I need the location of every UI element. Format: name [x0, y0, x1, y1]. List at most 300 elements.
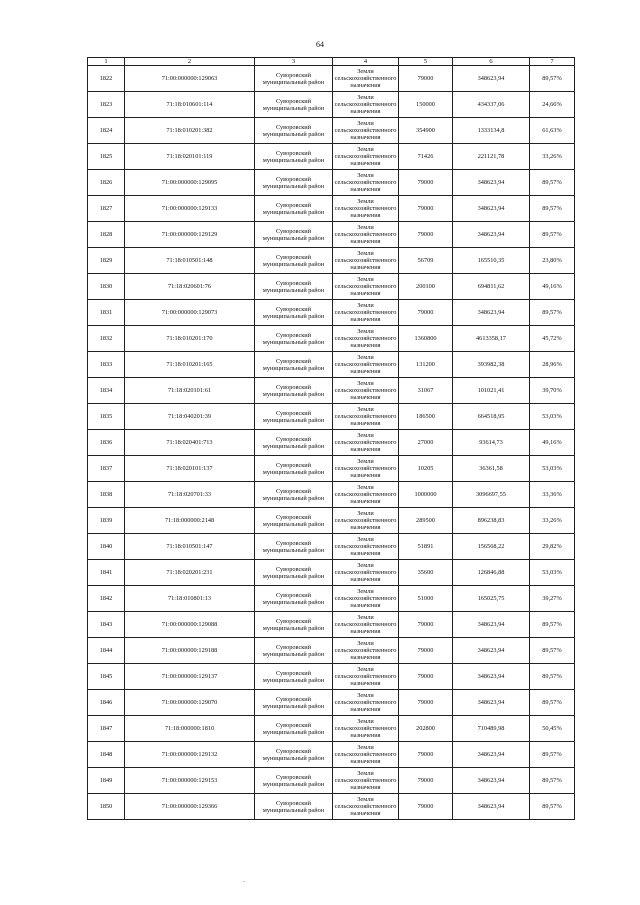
row-number-cell: 1841 — [88, 560, 125, 586]
area-cell: 10205 — [399, 456, 453, 482]
row-number-cell: 1828 — [88, 222, 125, 248]
area-cell: 31067 — [399, 378, 453, 404]
area-cell: 79000 — [399, 638, 453, 664]
land-category-line: Земли — [357, 640, 374, 647]
cadastral-value-cell: 1333134,8 — [453, 118, 530, 144]
cadastral-number-cell: 71:00:000000:129095 — [125, 170, 255, 196]
district-name: Суворовский — [275, 487, 312, 495]
table-row — [88, 378, 575, 404]
district-type: муниципальный район — [262, 78, 325, 86]
row-number-cell: 1844 — [88, 638, 125, 664]
district-cell — [255, 404, 333, 430]
percent-cell: 89,57% — [530, 222, 575, 248]
land-category-cell — [333, 248, 399, 274]
land-category-line: Земли — [357, 588, 374, 595]
land-category-line: сельскохозяйственного — [334, 439, 397, 446]
land-category-line: сельскохозяйственного — [334, 673, 397, 680]
district-cell — [255, 482, 333, 508]
land-category-line: сельскохозяйственного — [334, 517, 397, 524]
district-cell — [255, 638, 333, 664]
area-cell: 79000 — [399, 690, 453, 716]
land-category-cell — [333, 196, 399, 222]
district-cell — [255, 586, 333, 612]
land-category-cell — [333, 144, 399, 170]
district-type: муниципальный район — [262, 312, 325, 320]
land-category-cell — [333, 404, 399, 430]
cadastral-value-cell: 694811,62 — [453, 274, 530, 300]
percent-cell: 53,03% — [530, 560, 575, 586]
table-row — [88, 430, 575, 456]
land-category-line: назначения — [350, 264, 381, 271]
table-row — [88, 222, 575, 248]
district-type: муниципальный район — [262, 416, 325, 424]
percent-cell: 33,36% — [530, 482, 575, 508]
area-cell: 79000 — [399, 170, 453, 196]
cadastral-value-cell: 348623,94 — [453, 170, 530, 196]
district-type: муниципальный район — [262, 624, 325, 632]
table-row — [88, 66, 575, 92]
cadastral-number-cell: 71:18:020701:33 — [125, 482, 255, 508]
percent-cell: 53,03% — [530, 456, 575, 482]
land-category-cell — [333, 690, 399, 716]
column-number: 2 — [125, 58, 255, 66]
area-cell: 289500 — [399, 508, 453, 534]
area-cell: 200100 — [399, 274, 453, 300]
land-category-line: назначения — [350, 784, 381, 791]
district-type: муниципальный район — [262, 546, 325, 554]
land-category-line: назначения — [350, 290, 381, 297]
land-category-line: Земли — [357, 380, 374, 387]
district-type: муниципальный район — [262, 156, 325, 164]
land-category-line: сельскохозяйственного — [334, 75, 397, 82]
row-number-cell: 1843 — [88, 612, 125, 638]
cadastral-value-cell: 4613358,17 — [453, 326, 530, 352]
district-type: муниципальный район — [262, 182, 325, 190]
cadastral-number-cell: 71:18:020201:231 — [125, 560, 255, 586]
percent-cell: 89,57% — [530, 768, 575, 794]
table-row — [88, 742, 575, 768]
row-number-cell: 1845 — [88, 664, 125, 690]
cadastral-number-cell: 71:00:000000:129088 — [125, 612, 255, 638]
district-cell — [255, 222, 333, 248]
land-category-line: сельскохозяйственного — [334, 491, 397, 498]
land-category-line: назначения — [350, 732, 381, 739]
district-type: муниципальный район — [262, 260, 325, 268]
cadastral-value-cell: 896238,83 — [453, 508, 530, 534]
district-name: Суворовский — [275, 565, 312, 573]
land-category-line: сельскохозяйственного — [334, 257, 397, 264]
cadastral-value-cell: 710489,98 — [453, 716, 530, 742]
land-category-line: назначения — [350, 108, 381, 115]
column-number: 1 — [88, 58, 125, 66]
percent-cell: 29,82% — [530, 534, 575, 560]
area-cell: 56709 — [399, 248, 453, 274]
cadastral-number-cell: 71:00:000000:129070 — [125, 690, 255, 716]
land-category-line: сельскохозяйственного — [334, 361, 397, 368]
district-cell — [255, 352, 333, 378]
district-name: Суворовский — [275, 617, 312, 625]
table-row — [88, 326, 575, 352]
district-name: Суворовский — [275, 643, 312, 651]
land-category-line: сельскохозяйственного — [334, 543, 397, 550]
percent-cell: 61,63% — [530, 118, 575, 144]
row-number-cell: 1850 — [88, 794, 125, 820]
district-type: муниципальный район — [262, 728, 325, 736]
land-category-line: назначения — [350, 654, 381, 661]
district-name: Суворовский — [275, 513, 312, 521]
land-category-cell — [333, 118, 399, 144]
area-cell: 79000 — [399, 66, 453, 92]
district-cell — [255, 66, 333, 92]
land-category-line: Земли — [357, 146, 374, 153]
district-name: Суворовский — [275, 357, 312, 365]
district-type: муниципальный район — [262, 442, 325, 450]
district-cell — [255, 326, 333, 352]
percent-cell: 50,45% — [530, 716, 575, 742]
land-category-line: Земли — [357, 68, 374, 75]
cadastral-value-cell: 348623,94 — [453, 690, 530, 716]
cadastral-value-cell: 348623,94 — [453, 66, 530, 92]
land-category-line: сельскохозяйственного — [334, 205, 397, 212]
row-number-cell: 1831 — [88, 300, 125, 326]
land-category-line: назначения — [350, 706, 381, 713]
table-row — [88, 794, 575, 820]
land-category-line: сельскохозяйственного — [334, 179, 397, 186]
cadastral-number-cell: 71:00:000000:129188 — [125, 638, 255, 664]
land-category-cell — [333, 586, 399, 612]
row-number-cell: 1832 — [88, 326, 125, 352]
cadastral-value-cell: 348623,94 — [453, 222, 530, 248]
district-name: Суворовский — [275, 409, 312, 417]
cadastral-number-cell: 71:18:000000:2148 — [125, 508, 255, 534]
row-number-cell: 1822 — [88, 66, 125, 92]
cadastral-value-cell: 434337,06 — [453, 92, 530, 118]
percent-cell: 49,16% — [530, 274, 575, 300]
percent-cell: 89,57% — [530, 300, 575, 326]
cadastral-number-cell: 71:18:010601:114 — [125, 92, 255, 118]
area-cell: 150000 — [399, 92, 453, 118]
district-name: Суворовский — [275, 149, 312, 157]
land-category-line: назначения — [350, 82, 381, 89]
district-type: муниципальный район — [262, 130, 325, 138]
row-number-cell: 1826 — [88, 170, 125, 196]
land-category-cell — [333, 352, 399, 378]
cadastral-number-cell: 71:18:020101:137 — [125, 456, 255, 482]
district-cell — [255, 118, 333, 144]
land-category-line: назначения — [350, 316, 381, 323]
land-category-line: назначения — [350, 498, 381, 505]
district-name: Суворовский — [275, 773, 312, 781]
table-row — [88, 352, 575, 378]
cadastral-number-cell: 71:18:010201:382 — [125, 118, 255, 144]
row-number-cell: 1823 — [88, 92, 125, 118]
table-row — [88, 482, 575, 508]
district-type: муниципальный район — [262, 572, 325, 580]
table-row — [88, 508, 575, 534]
cadastral-number-cell: 71:18:020101:61 — [125, 378, 255, 404]
land-category-line: Земли — [357, 718, 374, 725]
district-name: Суворовский — [275, 175, 312, 183]
table-row — [88, 690, 575, 716]
district-type: муниципальный район — [262, 208, 325, 216]
cadastral-number-cell: 71:18:010201:165 — [125, 352, 255, 378]
percent-cell: 89,57% — [530, 170, 575, 196]
land-category-line: назначения — [350, 472, 381, 479]
table-row — [88, 534, 575, 560]
row-number-cell: 1838 — [88, 482, 125, 508]
land-category-line: Земли — [357, 328, 374, 335]
district-name: Суворовский — [275, 721, 312, 729]
cadastral-value-cell: 221121,78 — [453, 144, 530, 170]
column-number: 5 — [399, 58, 453, 66]
district-name: Суворовский — [275, 279, 312, 287]
land-category-cell — [333, 170, 399, 196]
district-name: Суворовский — [275, 71, 312, 79]
row-number-cell: 1846 — [88, 690, 125, 716]
district-name: Суворовский — [275, 383, 312, 391]
column-number-row — [88, 58, 575, 66]
cadastral-value-cell: 93614,73 — [453, 430, 530, 456]
land-category-cell — [333, 612, 399, 638]
table-body — [88, 66, 575, 820]
cadastral-number-cell: 71:18:000000:1810 — [125, 716, 255, 742]
row-number-cell: 1835 — [88, 404, 125, 430]
district-name: Суворовский — [275, 695, 312, 703]
row-number-cell: 1830 — [88, 274, 125, 300]
land-category-cell — [333, 742, 399, 768]
district-type: муниципальный район — [262, 702, 325, 710]
land-category-line: Земли — [357, 224, 374, 231]
land-category-cell — [333, 664, 399, 690]
district-cell — [255, 612, 333, 638]
cadastral-number-cell: 71:00:000000:129129 — [125, 222, 255, 248]
cadastral-value-cell: 348623,94 — [453, 768, 530, 794]
percent-cell: 89,57% — [530, 638, 575, 664]
land-category-line: сельскохозяйственного — [334, 647, 397, 654]
cadastral-value-cell: 348623,94 — [453, 196, 530, 222]
district-name: Суворовский — [275, 305, 312, 313]
column-number: 4 — [333, 58, 399, 66]
district-cell — [255, 716, 333, 742]
district-cell — [255, 560, 333, 586]
percent-cell: 33,26% — [530, 508, 575, 534]
district-type: муниципальный район — [262, 650, 325, 658]
land-category-line: сельскохозяйственного — [334, 725, 397, 732]
district-cell — [255, 690, 333, 716]
cadastral-number-cell: 71:00:000000:129137 — [125, 664, 255, 690]
cadastral-value-cell: 101021,41 — [453, 378, 530, 404]
area-cell: 79000 — [399, 664, 453, 690]
district-name: Суворовский — [275, 669, 312, 677]
column-number: 6 — [453, 58, 530, 66]
row-number-cell: 1837 — [88, 456, 125, 482]
land-category-line: назначения — [350, 758, 381, 765]
cadastral-value-cell: 165510,35 — [453, 248, 530, 274]
district-type: муниципальный район — [262, 806, 325, 814]
district-cell — [255, 92, 333, 118]
land-category-cell — [333, 560, 399, 586]
land-category-line: сельскохозяйственного — [334, 595, 397, 602]
land-category-line: сельскохозяйственного — [334, 153, 397, 160]
land-category-line: назначения — [350, 420, 381, 427]
cadastral-number-cell: 71:00:000000:129063 — [125, 66, 255, 92]
land-category-line: Земли — [357, 744, 374, 751]
district-type: муниципальный район — [262, 338, 325, 346]
land-category-line: Земли — [357, 666, 374, 673]
district-type: муниципальный район — [262, 494, 325, 502]
district-cell — [255, 534, 333, 560]
cadastral-value-cell: 156568,22 — [453, 534, 530, 560]
percent-cell: 89,57% — [530, 690, 575, 716]
district-cell — [255, 430, 333, 456]
district-type: муниципальный район — [262, 520, 325, 528]
district-cell — [255, 300, 333, 326]
cadastral-value-cell: 348623,94 — [453, 794, 530, 820]
cadastral-number-cell: 71:18:010801:13 — [125, 586, 255, 612]
land-category-line: Земли — [357, 458, 374, 465]
land-category-line: Земли — [357, 406, 374, 413]
land-category-line: Земли — [357, 198, 374, 205]
land-category-line: назначения — [350, 212, 381, 219]
land-category-line: сельскохозяйственного — [334, 387, 397, 394]
district-cell — [255, 196, 333, 222]
land-category-cell — [333, 482, 399, 508]
percent-cell: 23,80% — [530, 248, 575, 274]
cadastral-value-cell: 348623,94 — [453, 612, 530, 638]
percent-cell: 53,03% — [530, 404, 575, 430]
land-category-cell — [333, 378, 399, 404]
row-number-cell: 1833 — [88, 352, 125, 378]
cadastral-number-cell: 71:00:000000:129366 — [125, 794, 255, 820]
table-row — [88, 560, 575, 586]
area-cell: 79000 — [399, 222, 453, 248]
district-type: муниципальный район — [262, 390, 325, 398]
cadastral-value-cell: 3096697,55 — [453, 482, 530, 508]
land-category-line: Земли — [357, 770, 374, 777]
table-row — [88, 716, 575, 742]
area-cell: 79000 — [399, 794, 453, 820]
table-row — [88, 768, 575, 794]
land-category-line: Земли — [357, 692, 374, 699]
page-number: 64 — [316, 40, 324, 49]
land-category-line: назначения — [350, 134, 381, 141]
land-category-line: Земли — [357, 484, 374, 491]
cadastral-number-cell: 71:00:000000:129153 — [125, 768, 255, 794]
district-name: Суворовский — [275, 253, 312, 261]
land-category-cell — [333, 92, 399, 118]
table-row — [88, 300, 575, 326]
cadastral-value-cell: 348623,94 — [453, 664, 530, 690]
land-category-line: назначения — [350, 680, 381, 687]
row-number-cell: 1849 — [88, 768, 125, 794]
land-category-cell — [333, 534, 399, 560]
land-category-cell — [333, 300, 399, 326]
row-number-cell: 1836 — [88, 430, 125, 456]
column-number: 7 — [530, 58, 575, 66]
stray-mark: ` — [243, 880, 246, 888]
land-category-line: назначения — [350, 550, 381, 557]
district-cell — [255, 248, 333, 274]
land-category-cell — [333, 274, 399, 300]
percent-cell: 24,66% — [530, 92, 575, 118]
cadastral-number-cell: 71:00:000000:129132 — [125, 742, 255, 768]
area-cell: 79000 — [399, 742, 453, 768]
area-cell: 51891 — [399, 534, 453, 560]
percent-cell: 89,57% — [530, 196, 575, 222]
row-number-cell: 1840 — [88, 534, 125, 560]
land-category-line: сельскохозяйственного — [334, 309, 397, 316]
percent-cell: 89,57% — [530, 66, 575, 92]
table-row — [88, 612, 575, 638]
row-number-cell: 1829 — [88, 248, 125, 274]
district-name: Суворовский — [275, 97, 312, 105]
cadastral-value-cell: 165025,75 — [453, 586, 530, 612]
district-cell — [255, 274, 333, 300]
area-cell: 79000 — [399, 768, 453, 794]
land-category-line: Земли — [357, 120, 374, 127]
district-name: Суворовский — [275, 331, 312, 339]
cadastral-number-cell: 71:18:020101:119 — [125, 144, 255, 170]
row-number-cell: 1847 — [88, 716, 125, 742]
land-category-line: сельскохозяйственного — [334, 777, 397, 784]
district-name: Суворовский — [275, 539, 312, 547]
cadastral-value-cell: 664518,95 — [453, 404, 530, 430]
table-row — [88, 118, 575, 144]
land-category-line: назначения — [350, 628, 381, 635]
area-cell: 186500 — [399, 404, 453, 430]
district-type: муниципальный район — [262, 286, 325, 294]
column-number: 3 — [255, 58, 333, 66]
land-category-line: Земли — [357, 354, 374, 361]
row-number-cell: 1827 — [88, 196, 125, 222]
table-row — [88, 196, 575, 222]
land-category-cell — [333, 66, 399, 92]
cadastral-value-cell: 348623,94 — [453, 742, 530, 768]
percent-cell: 89,57% — [530, 794, 575, 820]
land-category-cell — [333, 456, 399, 482]
land-category-line: сельскохозяйственного — [334, 803, 397, 810]
percent-cell: 45,72% — [530, 326, 575, 352]
cadastral-value-cell: 393982,38 — [453, 352, 530, 378]
row-number-cell: 1825 — [88, 144, 125, 170]
land-category-line: Земли — [357, 302, 374, 309]
district-cell — [255, 456, 333, 482]
land-category-cell — [333, 430, 399, 456]
area-cell: 1000000 — [399, 482, 453, 508]
land-category-line: Земли — [357, 536, 374, 543]
table-row — [88, 170, 575, 196]
percent-cell: 33,26% — [530, 144, 575, 170]
area-cell: 202800 — [399, 716, 453, 742]
district-name: Суворовский — [275, 435, 312, 443]
cadastral-value-cell: 348623,94 — [453, 638, 530, 664]
district-name: Суворовский — [275, 747, 312, 755]
land-category-cell — [333, 222, 399, 248]
area-cell: 51000 — [399, 586, 453, 612]
table-row — [88, 144, 575, 170]
land-category-line: назначения — [350, 394, 381, 401]
table-row — [88, 404, 575, 430]
land-category-cell — [333, 508, 399, 534]
land-category-line: назначения — [350, 602, 381, 609]
land-category-line: назначения — [350, 342, 381, 349]
land-category-line: сельскохозяйственного — [334, 465, 397, 472]
cadastral-number-cell: 71:18:020601:76 — [125, 274, 255, 300]
land-category-line: сельскохозяйственного — [334, 621, 397, 628]
area-cell: 79000 — [399, 300, 453, 326]
district-name: Суворовский — [275, 799, 312, 807]
percent-cell: 28,96% — [530, 352, 575, 378]
